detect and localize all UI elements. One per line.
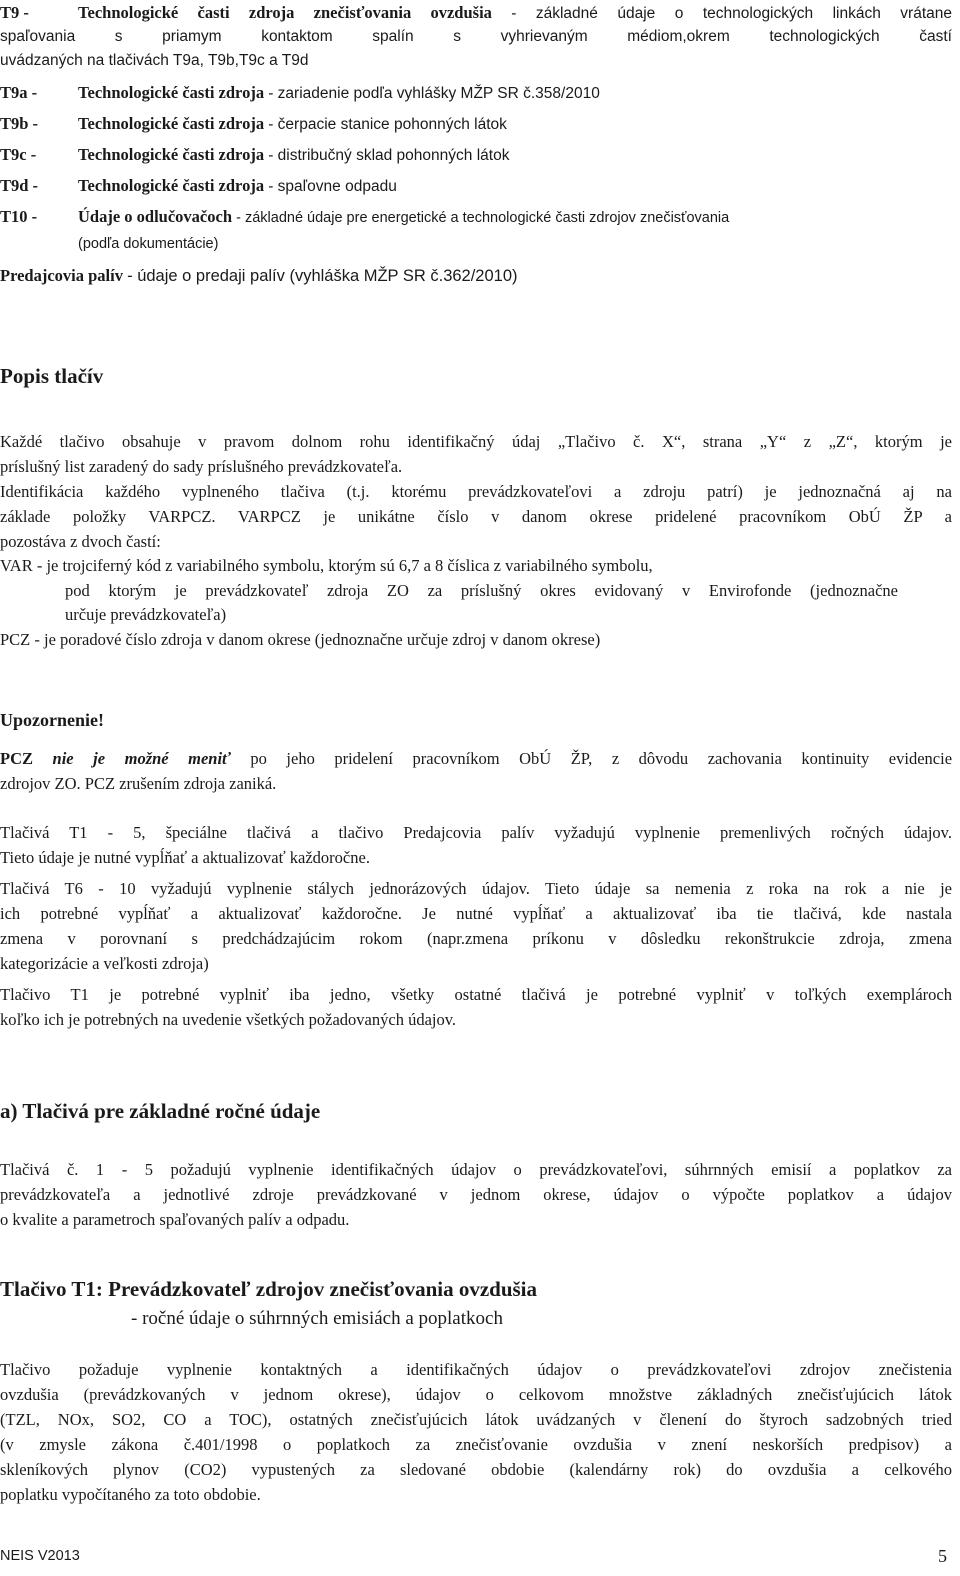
form-t9a-desc: - zariadenie podľa vyhlášky MŽP SR č.358/2010 [268,85,600,102]
form-t10-desc-line2: (podľa dokumentácie) [78,236,219,252]
form-predajcovia-desc: - údaje o predaji palív (vyhláška MŽP SR č.362/2010) [127,267,518,285]
upozornenie-w4-line2: koľko ich je potrebných na uvedenie všetkých požadovaných údajov. [0,1010,457,1029]
form-code-t9b: T9b - [0,114,39,133]
popis-var-line1: VAR - je trojciferný kód z variabilného symbolu, ktorým sú 6,7 a 8 číslica z variabilného symbolu, [0,556,653,575]
form-t9-line1 [78,0,952,26]
t1-p-line4: (v zmysle zákona č.401/1998 o poplatkoch za znečisťovanie ovzdušia v znení neskorších predpisov) a [0,1435,952,1454]
form-t9b-desc: - čerpacie stanice pohonných látok [268,116,507,133]
form-t9c-desc: - distribučný sklad pohonných látok [268,147,510,164]
form-t9c-title: Technologické časti zdroja [78,145,265,164]
footer-version: NEIS V2013 [0,1548,80,1564]
section-a-line2: prevádzkovateľa a jednotlivé zdroje prevádzkované v jednom okrese, údajov o výpočte poplatkov a údajov [0,1185,952,1204]
upozornenie-w3-line4: kategorizácie a veľkosti zdroja) [0,954,209,973]
t1-heading: Tlačivo T1: Prevádzkovateľ zdrojov znečisťovania ovzdušia [0,1277,538,1301]
form-t10-line1 [78,204,729,231]
popis-p1-line2: príslušný list zaradený do sady príslušného prevádzkovateľa. [0,457,403,476]
t1-p-line6: poplatku vypočítaného za toto obdobie. [0,1485,261,1504]
upozornenie-w1-line1 [0,746,952,771]
section-a-line3: o kvalite a parametroch spaľovaných palív a odpadu. [0,1210,350,1229]
upozornenie-heading: Upozornenie! [0,710,104,730]
form-t10-desc: - základné údaje pre energetické a technologické časti zdrojov znečisťovania [236,210,730,226]
popis-p2-line2: základe položky VARPCZ. VARPCZ je unikátne číslo v danom okrese pridelené pracovníkom ObÚ ŽP a [0,507,952,526]
form-code-t9c: T9c - [0,145,37,164]
form-code-t9d: T9d - [0,176,39,195]
form-t9a-line [78,80,600,106]
form-t9d-title: Technologické časti zdroja [78,176,265,195]
t1-subheading: - ročné údaje o súhrnných emisiách a poplatkoch [131,1308,503,1329]
form-t9-desc-line3: uvádzaných na tlačivách T9a, T9b,T9c a T9d [0,52,309,69]
form-t9c-line [78,142,509,168]
form-predajcovia-line [0,263,518,289]
form-code-t9a: T9a - [0,83,38,102]
upozornenie-w3-line3: zmena v porovnaní s predchádzajúcim rokom (napr.zmena príkonu v dôsledku rekonštrukcie zdroja, zmena [0,929,952,948]
upozornenie-w1-line2: zdrojov ZO. PCZ zrušením zdroja zaniká. [0,774,277,793]
upozornenie-w2-line1: Tlačivá T1 - 5, špeciálne tlačivá a tlačivo Predajcovia palív vyžadujú vyplnenie premenlivých ročných údajov. [0,823,952,842]
upozornenie-w3-line2: ich potrebné vypĺňať a aktualizovať každoročne. Je nutné vypĺňať a aktualizovať iba tie tlačivá, kde nastala [0,904,952,923]
form-t9d-line [78,173,397,199]
form-t10-title: Údaje o odlučovačoch [78,207,232,226]
upozornenie-w3-line1: Tlačivá T6 - 10 vyžadujú vyplnenie stálych jednorázových údajov. Tieto údaje sa nemenia z roka na rok a nie je [0,879,952,898]
popis-var-line3: určuje prevádzkovateľa) [65,605,227,624]
popis-var-line2: pod ktorým je prevádzkovateľ zdroja ZO za príslušný okres evidovaný v Envirofonde (jednoznačne [65,581,898,600]
popis-p1-line1: Každé tlačivo obsahuje v pravom dolnom rohu identifikačný údaj „Tlačivo č. X“, strana „Y“ z „Z“, ktorým je [0,432,952,451]
t1-p-line1: Tlačivo požaduje vyplnenie kontaktných a identifikačných údajov o prevádzkovateľovi zdrojov znečistenia [0,1360,952,1379]
form-t9-title: Technologické časti zdroja znečisťovania ovzdušia [78,3,492,22]
form-code-t9: T9 - [0,3,29,22]
form-t9b-line [78,111,507,137]
popis-pcz-line: PCZ - je poradové číslo zdroja v danom okrese (jednoznačne určuje zdroj v danom okrese) [0,630,601,649]
popis-p2-line3: pozostáva z dvoch častí: [0,532,161,551]
form-t9-desc: - základné údaje o technologických linkách vrátane [511,5,953,22]
upozornenie-w2-line2: Tieto údaje je nutné vypĺňať a aktualizovať každoročne. [0,848,370,867]
upozornenie-w4-line1: Tlačivo T1 je potrebné vyplniť iba jedno, všetky ostatné tlačivá je potrebné vyplniť v toľkých exemplároch [0,985,952,1004]
section-a-heading: a) Tlačivá pre základné ročné údaje [0,1099,321,1123]
form-predajcovia-title: Predajcovia palív [0,266,123,285]
t1-p-line2: ovzdušia (prevádzkovaných v jednom okrese), údajov o celkovom množstve základných znečisťujúcich látok [0,1385,952,1404]
popis-p2-line1: Identifikácia každého vyplneného tlačiva (t.j. ktorému prevádzkovateľovi a zdroju patrí) je jednoznačná aj na [0,482,952,501]
upozornenie-w1-rest: po jeho pridelení pracovníkom ObÚ ŽP, z dôvodu zachovania kontinuity evidencie [250,749,953,768]
form-code-t10: T10 - [0,207,38,226]
page-number: 5 [938,1546,947,1566]
section-a-line1: Tlačivá č. 1 - 5 požadujú vyplnenie identifikačných údajov o prevádzkovateľovi, súhrnných emisií a poplatkov za [0,1160,952,1179]
t1-p-line5: skleníkových plynov (CO2) vypustených za sledované obdobie (kalendárny rok) do ovzdušia a celkového [0,1460,952,1479]
upozornenie-emphasis: nie je možné meniť [52,749,231,768]
form-t9b-title: Technologické časti zdroja [78,114,265,133]
form-t9d-desc: - spaľovne odpadu [268,178,397,195]
popis-heading: Popis tlačív [0,364,104,388]
form-t9a-title: Technologické časti zdroja [78,83,265,102]
upozornenie-pcz: PCZ [0,749,33,768]
form-t9-desc-line2: spaľovania s priamym kontaktom spalín s vyhrievaným médiom,okrem technologických častí [0,28,952,45]
t1-p-line3: (TZL, NOx, SO2, CO a TOC), ostatných znečisťujúcich látok uvádzaných v členení do štyroch sadzobných tried [0,1410,952,1429]
